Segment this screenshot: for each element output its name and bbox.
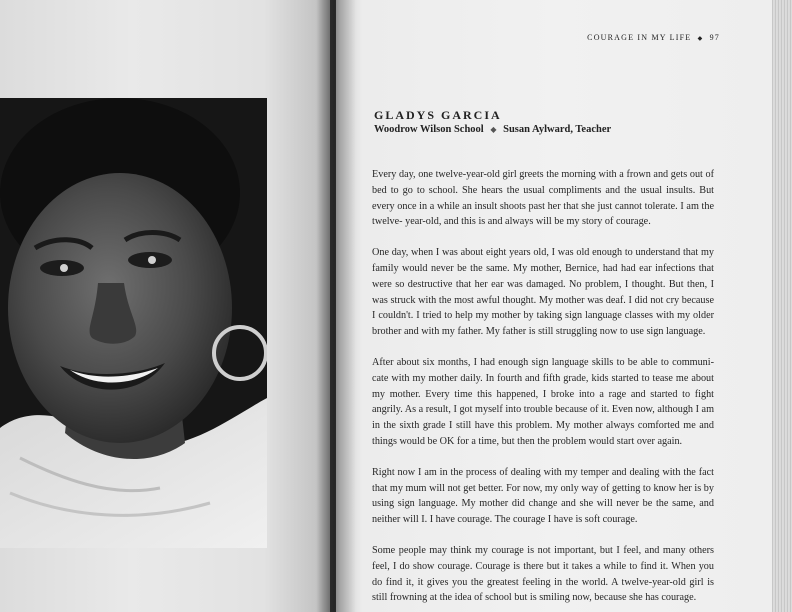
byline-separator: ◆: [490, 125, 497, 134]
page-number: 97: [709, 33, 720, 42]
running-title: COURAGE IN MY LIFE: [587, 33, 692, 42]
page-edges: [772, 0, 792, 612]
essay-body: [372, 167, 714, 612]
left-page: [0, 0, 330, 612]
essay-paragraph: One day, when I was about eight years old, I was old enough to understand that my family would never be the same. My mother, Bernice, had had ear infections that were so destructive that her ear was damaged. No problem, I thought. But then, I was struck with the most awful thought. My mother was deaf. I did not cry because I couldn't. I tried to help my mother by taking sign language classes with my older brother and with my father. My father is still struggling now to use sign language.: [372, 247, 714, 338]
running-head: [586, 33, 720, 45]
school-name: Woodrow Wilson School: [374, 124, 484, 135]
book-gutter: [316, 0, 356, 612]
running-head-separator: ◆: [697, 36, 704, 42]
portrait-icon: [0, 98, 267, 548]
essay-paragraph: Every day, one twelve-year-old girl greets the morning with a frown and gets out of bed to go to school. She hears the usual compliments and the usual insults. But every once in a while an insult shoots past her that she just cannot tolerate. I am the twelve- year-old, and this is and always will be my story of courage.: [372, 169, 714, 228]
portrait-photo: [0, 98, 267, 548]
essay-paragraph: After about six months, I had enough sign language skills to be able to communi-cate with my mother daily. In fourth and fifth grade, kids started to tease me about my mother. Every time this happened, I broke into a rage and started to fight angrily. As a result, I got myself into trouble because of it. Even now, although I am in the sixth grade I still have this problem. My mother always comforted me and things would be OK for a time, but then the problem would start over again.: [372, 356, 714, 447]
essay-paragraph: Some people may think my courage is not important, but I feel, and many others feel, I do show courage. Courage is there but it takes a while to find it. When you do find it, it gives you the greatest feeling in the world. A twelve-year-old girl is still frowning at the idea of school but is smiling now, because she has courage.: [372, 544, 714, 604]
essay-paragraph: Right now I am in the process of dealing with my temper and dealing with the fact that my mum will not get better. For now, my only way of getting to know her is by using sign language. My mother did change and she will never be the same, and neither will I. I have courage. The courage I have is soft courage.: [372, 466, 714, 526]
teacher-name: Susan Aylward, Teacher: [503, 124, 612, 135]
byline: [374, 124, 611, 135]
author-name: GLADYS GARCIA: [374, 108, 502, 122]
